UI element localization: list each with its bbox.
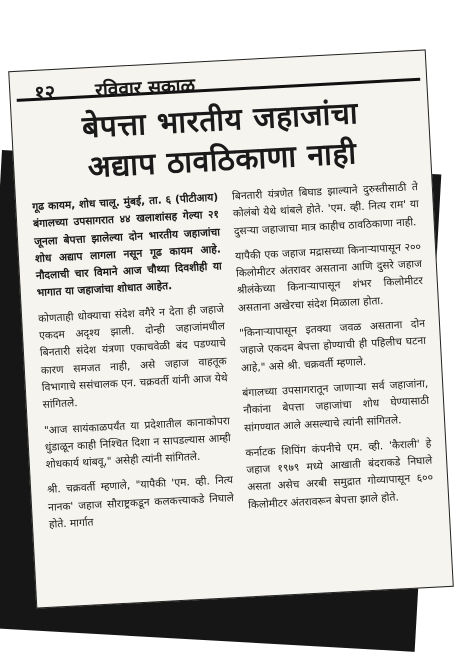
paragraph: "आज सायंकाळपर्यंत या प्रदेशातील कानाकोपरा धुंडाळून काही निश्चित दिशा न सापडल्यास आम्ही शोधकार्य थांबवू," असेही त्यांनी सांगितले. bbox=[43, 414, 232, 472]
newspaper-clipping bbox=[8, 49, 454, 608]
headline-line-1: बेपत्ता भारतीय जहाजांचा bbox=[81, 96, 359, 146]
article-body bbox=[16, 176, 449, 535]
paragraph: यापैकी एक जहाज मद्रासच्या किनाऱ्यापासून २०० किलोमीटर अंतरावर असताना आणि दुसरे जहाज श्रीलंकेच्या किनाऱ्यापासून शंभर किलोमीटर असताना अखेरचा संदेश मिळाला होता. bbox=[234, 240, 424, 315]
paragraph: कोणताही धोक्याचा संदेश वगैरे न देता ही जहाजे एकदम अदृश्य झाली. दोन्ही जहाजांमधील बिनतारी संदेश यंत्रणा एकाचवेळी बंद पडण्याचे कारण समजत नाही, असे जहाज वाहतूक विभागाचे ससंचालक एन. चक्रवर्ती यांनी आज येथे सांगितले. bbox=[37, 303, 228, 412]
paragraph: श्री. चक्रवर्ती म्हणाले, "यापैकी 'एम. व्ही. नित्य नानक' जहाज सौराष्ट्रकडून कलकत्त्याकडे निघाले होते. मार्गात bbox=[46, 474, 235, 531]
lead-paragraph: गूढ कायम, शोध चालू. मुंबई, ता. ६ (पीटीआय) बंगालच्या उपसागरात ४४ खलाशांसह गेल्या २१ जूनला बेपत्ता झालेल्या दोन भारतीय जहाजांचा शोध अद्याप लागला नसून गूढ कायम आहे. नौदलाची चार विमाने आज चौथ्या दिवशीही या भागात या जहाजांचा शोधात आहेत. bbox=[32, 191, 223, 300]
right-column bbox=[232, 179, 435, 524]
paragraph: बिनतारी यंत्रणेत बिघाड झाल्याने दुरुस्तीसाठी ते कोलंबो येथे थांबले होते. 'एम. व्ही. नित्य राम' या दुसऱ्या जहाजाचा मात्र काहीच ठावठिकाणा नाही. bbox=[231, 181, 420, 238]
left-column bbox=[32, 190, 235, 535]
paragraph: "किनाऱ्यापासून इतक्या जवळ असताना दोन जहाजे एकदम बेपत्ता होण्याची ही पहिलीच घटना आहे," असे श्री. चक्रवर्ती म्हणाले. bbox=[238, 317, 427, 375]
paragraph: कर्नाटक शिपिंग कंपनीचे एम. व्ही. 'कैराली' हे जहाज १९७९ मध्ये आखाती बंदराकडे निघाले असता असेच अरबी समुद्रात गोव्यापासून ६०० किलोमीटर अंतरावरून बेपत्ता झाले होते. bbox=[245, 437, 434, 512]
page-number: १२ bbox=[33, 79, 56, 105]
paragraph: बंगालच्या उपसागरातून जाणाऱ्या सर्व जहाजांना, नौकांना बेपत्ता जहाजांचा शोध घेण्यासाठी सांगण्यात आले असल्याचे त्यांनी सांगितले. bbox=[242, 377, 430, 434]
headline-line-2: अद्याप ठावठिकाणा नाही bbox=[86, 136, 358, 186]
newspaper-title: रविवार सकाळ bbox=[94, 74, 196, 102]
